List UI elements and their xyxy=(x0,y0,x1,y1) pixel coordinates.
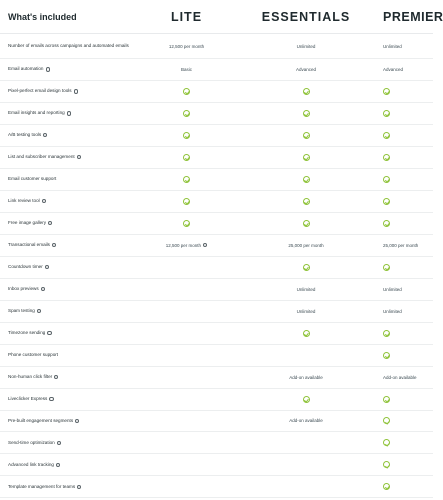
feature-name xyxy=(0,484,138,490)
cell-essentials xyxy=(235,198,377,205)
cell-essentials xyxy=(235,44,377,49)
feature-label: Template management for teams xyxy=(8,483,76,489)
feature-label: Email insights and reporting xyxy=(8,110,65,116)
cell-premier xyxy=(377,439,433,446)
cell-value: Unlimited xyxy=(383,286,402,292)
check-icon xyxy=(383,88,390,95)
check-icon xyxy=(383,417,390,424)
cell-lite xyxy=(138,220,235,227)
cell-premier xyxy=(377,483,433,490)
info-icon[interactable] xyxy=(42,199,46,203)
table-row xyxy=(0,454,433,476)
cell-value: Advanced xyxy=(383,66,404,72)
table-title: What's included xyxy=(8,11,77,22)
check-icon xyxy=(383,483,390,490)
check-icon xyxy=(303,154,310,161)
plan-name-essentials: ESSENTIALS xyxy=(261,9,351,24)
check-icon xyxy=(303,220,310,227)
cell-value: 25,000 per month xyxy=(383,242,419,248)
check-icon xyxy=(183,176,190,183)
cell-value: Add-on available xyxy=(289,418,323,424)
feature-label: Email automation xyxy=(8,66,44,72)
table-row xyxy=(0,125,433,147)
cell-lite xyxy=(138,44,235,49)
table-row xyxy=(0,367,433,389)
feature-label: Pre-built engagement segments xyxy=(8,417,74,423)
info-icon[interactable] xyxy=(46,67,50,71)
check-icon xyxy=(303,330,310,337)
cell-essentials xyxy=(235,154,377,161)
cell-premier xyxy=(377,88,433,95)
check-icon xyxy=(383,461,390,468)
feature-label: Number of emails across campaigns and automated emails xyxy=(8,42,129,48)
feature-name xyxy=(0,374,138,380)
info-icon[interactable] xyxy=(57,441,61,445)
cell-premier xyxy=(377,67,433,72)
check-icon xyxy=(383,110,390,117)
cell-value: Advanced xyxy=(295,66,316,72)
cell-premier xyxy=(377,352,433,359)
feature-name xyxy=(0,242,138,248)
feature-label: A/B testing tools xyxy=(8,132,42,138)
info-icon[interactable] xyxy=(54,375,58,379)
cell-essentials xyxy=(235,330,377,337)
table-row xyxy=(0,213,433,235)
info-icon[interactable] xyxy=(56,463,60,467)
info-icon[interactable] xyxy=(75,419,79,423)
info-icon[interactable] xyxy=(74,89,78,93)
table-row xyxy=(0,476,433,498)
feature-name xyxy=(0,286,138,292)
table-row xyxy=(0,279,433,301)
feature-name xyxy=(0,43,138,49)
table-row xyxy=(0,235,433,257)
info-icon[interactable] xyxy=(45,265,49,269)
info-icon[interactable] xyxy=(49,397,53,401)
cell-value: 12,500 per month xyxy=(168,43,205,49)
table-row xyxy=(0,81,433,103)
cell-value: Unlimited xyxy=(296,308,316,314)
table-row xyxy=(0,103,433,125)
cell-essentials xyxy=(235,309,377,314)
cell-essentials xyxy=(235,110,377,117)
feature-label: Send-time optimization xyxy=(8,439,55,445)
cell-value: Basic xyxy=(180,66,192,72)
check-icon xyxy=(383,154,390,161)
feature-label: Phone customer support xyxy=(8,351,59,357)
cell-value: Unlimited xyxy=(383,308,402,314)
check-icon xyxy=(383,132,390,139)
info-icon[interactable] xyxy=(43,133,47,137)
cell-premier xyxy=(377,330,433,337)
cell-premier xyxy=(377,243,433,248)
table-row xyxy=(0,147,433,169)
feature-name xyxy=(0,440,138,446)
cell-value: Unlimited xyxy=(383,43,402,49)
cell-lite xyxy=(138,198,235,205)
check-icon xyxy=(183,154,190,161)
cell-premier xyxy=(377,417,433,424)
check-icon xyxy=(183,88,190,95)
info-icon[interactable] xyxy=(203,243,207,247)
feature-label: Spam testing xyxy=(8,308,35,314)
cell-lite xyxy=(138,132,235,139)
table-row xyxy=(0,191,433,213)
table-row xyxy=(0,432,433,454)
cell-premier xyxy=(377,461,433,468)
feature-label: Inbox previews xyxy=(8,286,39,292)
feature-name xyxy=(0,418,138,424)
table-row xyxy=(0,345,433,367)
feature-label: Transactional emails xyxy=(8,242,50,248)
cell-essentials xyxy=(235,264,377,271)
feature-label: List and subscriber management xyxy=(8,154,75,160)
cell-essentials xyxy=(235,375,377,380)
feature-label: Liveclicker Express xyxy=(8,395,48,401)
cell-premier xyxy=(377,287,433,292)
table-row xyxy=(0,301,433,323)
info-icon[interactable] xyxy=(52,243,56,247)
feature-name xyxy=(0,462,138,468)
info-icon[interactable] xyxy=(77,485,81,489)
cell-essentials xyxy=(235,220,377,227)
cell-premier xyxy=(377,44,433,49)
cell-lite xyxy=(138,243,235,248)
cell-lite xyxy=(138,154,235,161)
check-icon xyxy=(303,396,310,403)
cell-value: Add-on available xyxy=(383,374,417,380)
info-icon[interactable] xyxy=(37,309,41,313)
table-row xyxy=(0,59,433,81)
cell-lite xyxy=(138,88,235,95)
check-icon xyxy=(383,330,390,337)
cell-premier xyxy=(377,220,433,227)
feature-label: Timezone sending xyxy=(8,330,46,335)
cell-essentials xyxy=(235,88,377,95)
feature-rows xyxy=(0,34,433,498)
cell-premier xyxy=(377,176,433,183)
info-icon[interactable] xyxy=(67,111,71,115)
cell-premier xyxy=(377,375,433,380)
cell-essentials xyxy=(235,67,377,72)
cell-essentials xyxy=(235,418,377,423)
cell-essentials xyxy=(235,132,377,139)
cell-value: Add-on available xyxy=(289,374,323,380)
cell-value: Unlimited xyxy=(296,43,316,49)
check-icon xyxy=(183,132,190,139)
info-icon[interactable] xyxy=(41,287,45,291)
table-header xyxy=(0,0,443,34)
feature-name xyxy=(0,132,138,138)
check-icon xyxy=(383,198,390,205)
check-icon xyxy=(383,352,390,359)
feature-name xyxy=(0,352,138,358)
feature-label: Email customer support xyxy=(8,176,57,182)
feature-name xyxy=(0,110,138,116)
check-icon xyxy=(383,439,390,446)
table-row xyxy=(0,257,433,279)
info-icon[interactable] xyxy=(47,331,51,335)
check-icon xyxy=(183,110,190,117)
feature-label: Pixel-perfect email design tools xyxy=(8,88,72,94)
feature-name xyxy=(0,66,138,72)
feature-label: Non-human click filter xyxy=(8,373,53,379)
feature-name xyxy=(0,154,138,160)
cell-lite xyxy=(138,110,235,117)
cell-premier xyxy=(377,198,433,205)
cell-value: 25,000 per month xyxy=(288,242,324,248)
check-icon xyxy=(383,176,390,183)
table-row xyxy=(0,323,433,345)
feature-name xyxy=(0,220,138,226)
cell-premier xyxy=(377,396,433,403)
check-icon xyxy=(383,396,390,403)
feature-name xyxy=(0,198,138,204)
cell-premier xyxy=(377,132,433,139)
feature-label: Countdown timer xyxy=(8,264,43,270)
cell-value: Unlimited xyxy=(296,286,316,292)
table-row xyxy=(0,169,433,191)
cell-premier xyxy=(377,154,433,161)
check-icon xyxy=(183,198,190,205)
check-icon xyxy=(303,264,310,271)
feature-name xyxy=(0,396,138,402)
cell-value: 12,500 per month xyxy=(165,242,202,248)
cell-lite xyxy=(138,176,235,183)
check-icon xyxy=(303,88,310,95)
feature-name xyxy=(0,176,138,182)
feature-label: Link review tool xyxy=(8,198,40,204)
cell-premier xyxy=(377,264,433,271)
feature-name xyxy=(0,264,138,270)
check-icon xyxy=(303,110,310,117)
feature-name xyxy=(0,88,138,94)
table-row xyxy=(0,34,433,59)
check-icon xyxy=(303,132,310,139)
cell-essentials xyxy=(235,287,377,292)
cell-essentials xyxy=(235,396,377,403)
check-icon xyxy=(383,220,390,227)
info-icon[interactable] xyxy=(48,221,52,225)
cell-essentials xyxy=(235,176,377,183)
table-row xyxy=(0,389,433,411)
cell-premier xyxy=(377,110,433,117)
cell-essentials xyxy=(235,243,377,248)
feature-name xyxy=(0,308,138,314)
cell-lite xyxy=(138,67,235,72)
plan-name-premier: PREMIER xyxy=(383,9,443,24)
info-icon[interactable] xyxy=(77,155,81,159)
check-icon xyxy=(383,264,390,271)
cell-premier xyxy=(377,309,433,314)
feature-label: Free image gallery xyxy=(8,220,47,226)
feature-label: Advanced link tracking xyxy=(8,461,54,467)
table-row xyxy=(0,411,433,433)
check-icon xyxy=(303,198,310,205)
feature-name xyxy=(0,330,138,336)
plan-name-lite: LITE xyxy=(170,9,203,24)
check-icon xyxy=(183,220,190,227)
check-icon xyxy=(303,176,310,183)
